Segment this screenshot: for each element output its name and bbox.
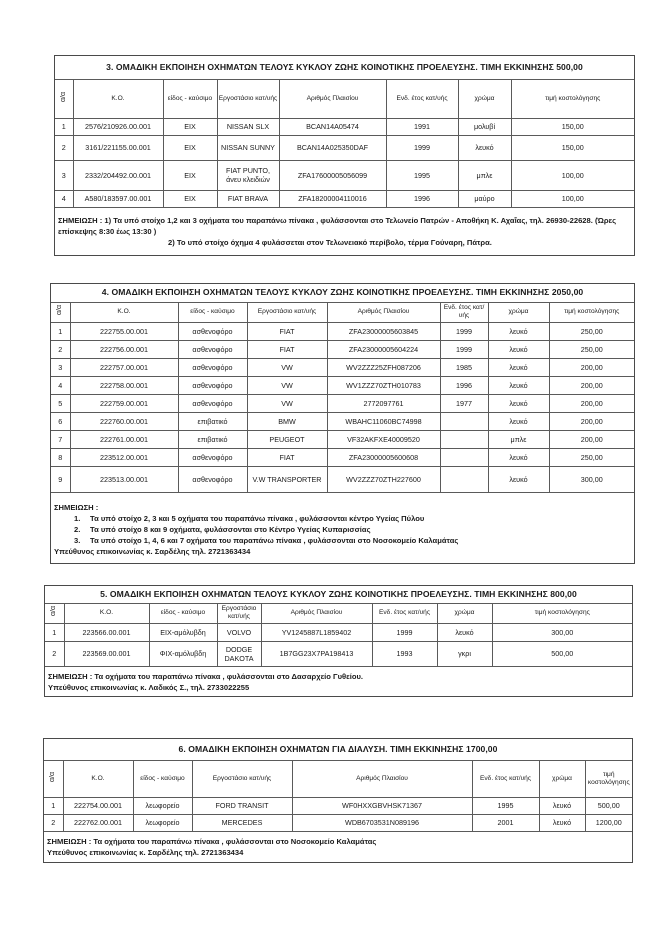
col-header-year: Ενδ. έτος κατ/υής [386, 79, 458, 118]
cell-color: λευκό [488, 448, 549, 466]
cell-manufacturer: BMW [247, 412, 327, 430]
cell-price: 200,00 [549, 358, 634, 376]
cell-price: 250,00 [549, 448, 634, 466]
cell-chassis: ZFA23000005604224 [327, 340, 440, 358]
cell-chassis: 1B7GG23X7PA198413 [261, 641, 372, 666]
cell-color: λευκό [488, 358, 549, 376]
cell-manufacturer: VW [247, 394, 327, 412]
table-note [55, 207, 634, 255]
cell-year: 1995 [386, 160, 458, 190]
col-header-manufacturer: Εργοστάσιο κατ/υής [217, 603, 261, 623]
cell-ko: 222756.00.001 [70, 340, 178, 358]
note-item: 2. Τα υπό στοίχο 8 και 9 οχήματα, φυλάσσονται στο Κέντρο Υγείας Κυπαρισσίας [74, 525, 371, 535]
table-row [55, 160, 634, 190]
contact-line: Υπεύθυνος επικοινωνίας κ. Λαδικός Σ., τηλ. 2733022255 [48, 682, 250, 692]
cell-manufacturer: V.W TRANSPORTER [247, 466, 327, 492]
cell-type: λεωφορείο [133, 814, 192, 831]
cell-manufacturer: MERCEDES [192, 814, 292, 831]
cell-price: 250,00 [549, 322, 634, 340]
table-row [51, 358, 634, 376]
cell-chassis: ZFA18200004110016 [279, 190, 386, 207]
cell-year: 2001 [472, 814, 539, 831]
cell-type: επιβατικό [178, 430, 247, 448]
col-header-aa: α/α [45, 603, 64, 623]
cell-color: λευκό [488, 322, 549, 340]
cell-manufacturer: VW [247, 358, 327, 376]
cell-ko: 222757.00.001 [70, 358, 178, 376]
cell-price: 300,00 [549, 466, 634, 492]
cell-ko: 222754.00.001 [63, 797, 133, 814]
cell-chassis: WBAHC11060BC74998 [327, 412, 440, 430]
table-row [51, 340, 634, 358]
cell-year: 1995 [472, 797, 539, 814]
col-header-type-fuel: είδος - καύσιμο [133, 760, 192, 797]
cell-price: 500,00 [492, 641, 632, 666]
col-header-type-fuel: είδος - καύσιμο [178, 302, 247, 322]
cell-aa: 4 [55, 190, 73, 207]
col-header-year: Ενδ. έτος κατ/υής [472, 760, 539, 797]
cell-type: ασθενοφόρο [178, 394, 247, 412]
cell-color: λευκό [488, 412, 549, 430]
cell-type: λεωφορείο [133, 797, 192, 814]
cell-color: λευκό [488, 376, 549, 394]
cell-ko: 222759.00.001 [70, 394, 178, 412]
cell-ko: 2576/210926.00.001 [73, 118, 163, 135]
col-header-ko: Κ.Ο. [63, 760, 133, 797]
col-header-ko: Κ.Ο. [73, 79, 163, 118]
table-row [55, 190, 634, 207]
cell-color: μολυβί [458, 118, 511, 135]
cell-price: 200,00 [549, 376, 634, 394]
cell-year: 1996 [440, 376, 488, 394]
cell-type: επιβατικό [178, 412, 247, 430]
vehicle-auction-table-3 [54, 55, 635, 256]
cell-ko: 223566.00.001 [64, 623, 149, 641]
cell-ko: A580/183597.00.001 [73, 190, 163, 207]
col-header-price: τιμή κοστολόγησης [492, 603, 632, 623]
table-row [51, 430, 634, 448]
cell-aa: 5 [51, 394, 70, 412]
cell-manufacturer: FIAT [247, 448, 327, 466]
cell-manufacturer: FIAT [247, 340, 327, 358]
note-line-1: ΣΗΜΕΙΩΣΗ : Τα οχήματα του παραπάνω πίνακα , φυλάσσονται στο Δασαρχείο Γυθείου. [48, 671, 364, 681]
cell-manufacturer: FIAT [247, 322, 327, 340]
contact-line: Υπεύθυνος επικοινωνίας κ. Σαρδέλης τηλ. 2721363434 [54, 547, 251, 557]
cell-type: ΕΙΧ [163, 160, 217, 190]
cell-chassis: WV2ZZZ70ZTH227600 [327, 466, 440, 492]
cell-aa: 4 [51, 376, 70, 394]
table-title: 5. ΟΜΑΔΙΚΗ ΕΚΠΟΙΗΣΗ ΟΧΗΜΑΤΩΝ ΤΕΛΟΥΣ ΚΥΚΛΟΥ ΖΩΗΣ ΚΟΙΝΟΤΙΚΗΣ ΠΡΟΕΛΕΥΣΗΣ. ΤΙΜΗ ΕΚΚΙΝΗΣΗΣ 800,00 [45, 586, 632, 603]
cell-color: λευκό [458, 135, 511, 160]
table-row [51, 412, 634, 430]
cell-chassis: VF32AKFXE40009520 [327, 430, 440, 448]
cell-chassis: ZFA23000005603845 [327, 322, 440, 340]
cell-price: 1200,00 [585, 814, 632, 831]
cell-ko: 222758.00.001 [70, 376, 178, 394]
col-header-color: χρώμα [488, 302, 549, 322]
cell-ko: 223513.00.001 [70, 466, 178, 492]
cell-color: λευκό [488, 394, 549, 412]
cell-ko: 2332/204492.00.001 [73, 160, 163, 190]
table-row [45, 623, 632, 641]
cell-manufacturer: PEUGEOT [247, 430, 327, 448]
cell-year: 1993 [372, 641, 437, 666]
cell-price: 200,00 [549, 430, 634, 448]
cell-year [440, 430, 488, 448]
cell-chassis: WV1ZZZ70ZTH010783 [327, 376, 440, 394]
cell-year: 1999 [372, 623, 437, 641]
cell-chassis: 2772097761 [327, 394, 440, 412]
col-header-price: τιμή κοστολόγησης [511, 79, 634, 118]
cell-price: 150,00 [511, 118, 634, 135]
table-row [51, 322, 634, 340]
table-note [44, 831, 632, 863]
cell-year [440, 448, 488, 466]
col-header-chassis: Αριθμός Πλαισίου [261, 603, 372, 623]
col-header-chassis: Αριθμός Πλαισίου [327, 302, 440, 322]
cell-color: μπλε [458, 160, 511, 190]
cell-type: ΕΙΧ-αμόλυβδη [149, 623, 217, 641]
cell-aa: 1 [55, 118, 73, 135]
cell-price: 300,00 [492, 623, 632, 641]
col-header-ko: Κ.Ο. [64, 603, 149, 623]
table-row [45, 641, 632, 666]
cell-price: 200,00 [549, 412, 634, 430]
cell-year: 1999 [440, 340, 488, 358]
col-header-chassis: Αριθμός Πλαισίου [292, 760, 472, 797]
col-header-color: χρώμα [458, 79, 511, 118]
note-title: ΣΗΜΕΙΩΣΗ : [54, 503, 99, 513]
table-title: 4. ΟΜΑΔΙΚΗ ΕΚΠΟΙΗΣΗ ΟΧΗΜΑΤΩΝ ΤΕΛΟΥΣ ΚΥΚΛΟΥ ΖΩΗΣ ΚΟΙΝΟΤΙΚΗΣ ΠΡΟΕΛΕΥΣΗΣ. ΤΙΜΗ ΕΚΚΙΝΗΣΗΣ 2050,00 [51, 284, 634, 302]
cell-color: λευκό [539, 814, 585, 831]
col-header-manufacturer: Εργοστάσιο κατ/υής [217, 79, 279, 118]
cell-type: ΦΙΧ-αμόλυβδη [149, 641, 217, 666]
cell-type: ασθενοφόρο [178, 322, 247, 340]
cell-color: λευκό [539, 797, 585, 814]
cell-manufacturer: NISSAN SLX [217, 118, 279, 135]
cell-type: ασθενοφόρο [178, 340, 247, 358]
cell-manufacturer: VOLVO [217, 623, 261, 641]
cell-aa: 9 [51, 466, 70, 492]
table-note [51, 492, 634, 567]
cell-color: μπλε [488, 430, 549, 448]
cell-aa: 2 [45, 641, 64, 666]
table-row [55, 135, 634, 160]
cell-year: 1991 [386, 118, 458, 135]
cell-year: 1999 [440, 322, 488, 340]
table-row [44, 797, 632, 814]
cell-type: ασθενοφόρο [178, 448, 247, 466]
vehicle-auction-table-4 [50, 283, 635, 564]
cell-ko: 223512.00.001 [70, 448, 178, 466]
col-header-manufacturer: Εργοστάσιο κατ/υής [192, 760, 292, 797]
cell-color: λευκό [488, 340, 549, 358]
cell-chassis: WV2ZZZ25ZFH087206 [327, 358, 440, 376]
cell-aa: 3 [55, 160, 73, 190]
col-header-aa: α/α [51, 302, 70, 322]
cell-price: 500,00 [585, 797, 632, 814]
cell-aa: 2 [44, 814, 63, 831]
cell-type: ασθενοφόρο [178, 466, 247, 492]
cell-year: 1999 [386, 135, 458, 160]
cell-chassis: BCAN14A05474 [279, 118, 386, 135]
note-line-1: ΣΗΜΕΙΩΣΗ : 1) Τα υπό στοίχο 1,2 και 3 οχήματα του παραπάνω πίνακα , φυλάσσονται στο Τελωνείο Πατρών - Αποθήκη Κ. Αχαΐας, τηλ. 26930-22628. (Ώρες επίσκεψης 8:30 έως 13:30 ) [58, 215, 617, 236]
cell-manufacturer: FIAT PUNTO, άνευ κλειδιών [217, 160, 279, 190]
cell-manufacturer: FORD TRANSIT [192, 797, 292, 814]
cell-chassis: ZFA23000005600608 [327, 448, 440, 466]
vehicle-auction-table-5 [44, 585, 633, 697]
table-note [45, 666, 632, 697]
cell-year [440, 466, 488, 492]
cell-chassis: ZFA17600005056099 [279, 160, 386, 190]
cell-chassis: WF0HXXGBVHSK71367 [292, 797, 472, 814]
cell-aa: 8 [51, 448, 70, 466]
cell-chassis: BCAN14A025350DAF [279, 135, 386, 160]
cell-aa: 1 [51, 322, 70, 340]
cell-price: 250,00 [549, 340, 634, 358]
table-title: 6. ΟΜΑΔΙΚΗ ΕΚΠΟΙΗΣΗ ΟΧΗΜΑΤΩΝ ΓΙΑ ΔΙΑΛΥΣΗ. ΤΙΜΗ ΕΚΚΙΝΗΣΗΣ 1700,00 [44, 739, 632, 760]
cell-year: 1977 [440, 394, 488, 412]
col-header-year: Ενδ. έτος κατ/υής [372, 603, 437, 623]
table-row [55, 118, 634, 135]
col-header-manufacturer: Εργοστάσιο κατ/υής [247, 302, 327, 322]
col-header-chassis: Αριθμός Πλαισίου [279, 79, 386, 118]
cell-aa: 3 [51, 358, 70, 376]
cell-manufacturer: VW [247, 376, 327, 394]
cell-aa: 2 [51, 340, 70, 358]
table-title: 3. ΟΜΑΔΙΚΗ ΕΚΠΟΙΗΣΗ ΟΧΗΜΑΤΩΝ ΤΕΛΟΥΣ ΚΥΚΛΟΥ ΖΩΗΣ ΚΟΙΝΟΤΙΚΗΣ ΠΡΟΕΛΕΥΣΗΣ. ΤΙΜΗ ΕΚΚΙΝΗΣΗΣ 500,00 [55, 56, 634, 79]
cell-aa: 1 [45, 623, 64, 641]
col-header-ko: Κ.Ο. [70, 302, 178, 322]
vehicle-auction-table-6 [43, 738, 633, 863]
cell-aa: 7 [51, 430, 70, 448]
cell-ko: 222762.00.001 [63, 814, 133, 831]
col-header-year: Ενδ. έτος κατ/υής [440, 302, 488, 322]
col-header-color: χρώμα [437, 603, 492, 623]
contact-line: Υπεύθυνος επικοινωνίας κ. Σαρδέλης τηλ. 2721363434 [47, 848, 244, 858]
cell-ko: 223569.00.001 [64, 641, 149, 666]
cell-aa: 1 [44, 797, 63, 814]
col-header-type-fuel: είδος - καύσιμο [163, 79, 217, 118]
cell-color: γκρι [437, 641, 492, 666]
cell-color: λευκό [437, 623, 492, 641]
note-item: 1. Τα υπό στοίχο 2, 3 και 5 οχήματα του παραπάνω πίνακα , φυλάσσονται κέντρο Υγείας Πύλου [74, 514, 425, 524]
cell-ko: 222760.00.001 [70, 412, 178, 430]
cell-type: ΕΙΧ [163, 190, 217, 207]
col-header-price: τιμή κοστολόγησης [585, 760, 632, 797]
table-row [51, 448, 634, 466]
cell-year [440, 412, 488, 430]
cell-aa: 2 [55, 135, 73, 160]
cell-ko: 222761.00.001 [70, 430, 178, 448]
col-header-type-fuel: είδος - καύσιμο [149, 603, 217, 623]
cell-year: 1985 [440, 358, 488, 376]
table-row [51, 376, 634, 394]
cell-manufacturer: DODGE DAKOTA [217, 641, 261, 666]
cell-manufacturer: NISSAN SUNNY [217, 135, 279, 160]
cell-ko: 3161/221155.00.001 [73, 135, 163, 160]
cell-chassis: YV1245887L1859402 [261, 623, 372, 641]
note-item: 3. Τα υπό στοίχο 1, 4, 6 και 7 οχήματα του παραπάνω πίνακα , φυλάσσονται στο Νοσοκομείο Καλαμάτας [74, 536, 459, 546]
cell-price: 100,00 [511, 160, 634, 190]
note-line-2: 2) Το υπό στοίχο όχημα 4 φυλάσσεται στον Τελωνειακό περίβολο, τέρμα Γούναρη, Πάτρα. [168, 237, 492, 247]
cell-price: 150,00 [511, 135, 634, 160]
cell-color: λευκό [488, 466, 549, 492]
cell-type: ασθενοφόρο [178, 376, 247, 394]
cell-manufacturer: FIAT BRAVA [217, 190, 279, 207]
cell-price: 100,00 [511, 190, 634, 207]
cell-type: ΕΙΧ [163, 118, 217, 135]
cell-year: 1996 [386, 190, 458, 207]
table-row [51, 466, 634, 492]
table-row [51, 394, 634, 412]
col-header-aa: α/α [44, 760, 63, 797]
table-row [44, 814, 632, 831]
col-header-color: χρώμα [539, 760, 585, 797]
col-header-aa: α/α [55, 79, 73, 118]
cell-ko: 222755.00.001 [70, 322, 178, 340]
note-line-1: ΣΗΜΕΙΩΣΗ : Τα οχήματα του παραπάνω πίνακα , φυλάσσονται στο Νοσοκομείο Καλαμάτας [47, 837, 377, 847]
cell-color: μαύρο [458, 190, 511, 207]
cell-type: ΕΙΧ [163, 135, 217, 160]
cell-chassis: WDB6703531N089196 [292, 814, 472, 831]
cell-type: ασθενοφόρο [178, 358, 247, 376]
cell-price: 200,00 [549, 394, 634, 412]
cell-aa: 6 [51, 412, 70, 430]
col-header-price: τιμή κοστολόγησης [549, 302, 634, 322]
